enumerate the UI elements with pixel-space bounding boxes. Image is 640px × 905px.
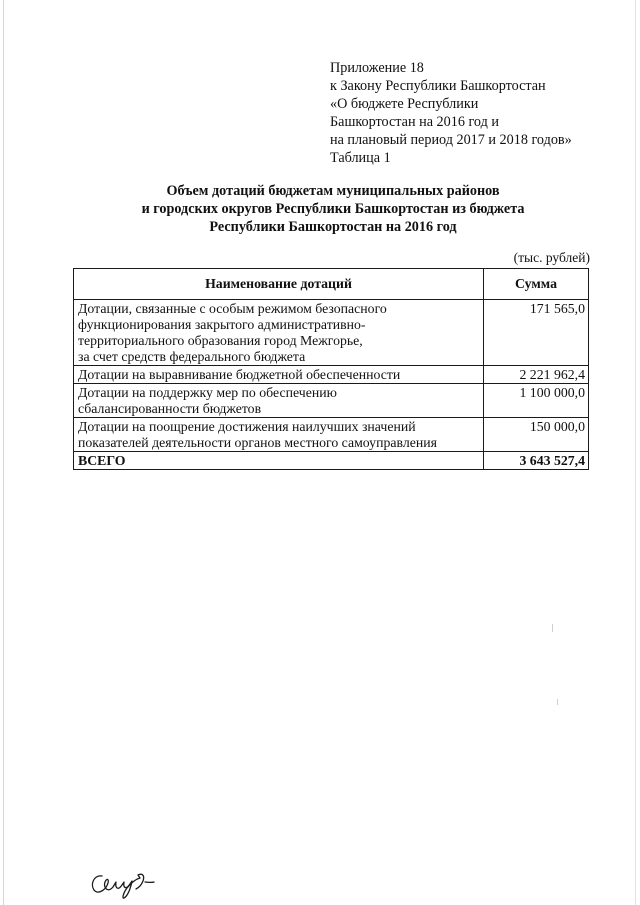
title-line: Республики Башкортостан на 2016 год (209, 219, 457, 235)
total-row (74, 452, 589, 470)
title-line: Объем дотаций бюджетам муниципальных районов (166, 183, 500, 199)
appendix-line: Приложение 18 (330, 60, 424, 76)
appendix-line: «О бюджете Республики (330, 96, 479, 112)
appendix-line: Башкортостан на 2016 год и (330, 114, 499, 130)
appendix-line: к Закону Республики Башкортостан (330, 78, 546, 94)
header-name: Наименование дотаций (74, 269, 484, 300)
row-name-line: Дотации на поощрение достижения наилучших значений (78, 419, 416, 434)
total-value: 3 643 527,4 (484, 452, 589, 470)
table-row (74, 300, 589, 366)
appendix-line: Таблица 1 (330, 150, 391, 166)
grants-table (73, 268, 589, 470)
table-row (74, 384, 589, 418)
scan-edge-left (3, 0, 4, 905)
header-sum: Сумма (484, 269, 589, 300)
row-name-line: Дотации на выравнивание бюджетной обеспеченности (78, 367, 401, 382)
row-name-line: за счет средств федерального бюджета (78, 349, 306, 364)
row-name (74, 384, 484, 418)
row-name-line: Дотации на поддержку мер по обеспечению (78, 385, 337, 400)
table-header-row (74, 269, 589, 300)
table-row (74, 366, 589, 384)
appendix-line: на плановый период 2017 и 2018 годов» (330, 132, 572, 148)
row-name-line: территориального образования город Межгорье, (78, 333, 363, 348)
row-name-line: показателей деятельности органов местного самоуправления (78, 435, 437, 450)
row-name-line: функционирования закрытого административно- (78, 317, 366, 332)
row-value: 150 000,0 (484, 418, 589, 452)
document-title (60, 182, 606, 236)
row-value: 171 565,0 (484, 300, 589, 366)
title-line: и городских округов Республики Башкортостан из бюджета (141, 201, 525, 217)
total-label: ВСЕГО (74, 452, 484, 470)
row-value: 1 100 000,0 (484, 384, 589, 418)
row-name (74, 366, 484, 384)
row-name (74, 418, 484, 452)
row-name-line: сбалансированности бюджетов (78, 401, 262, 416)
scan-edge-right (635, 0, 636, 905)
row-value: 2 221 962,4 (484, 366, 589, 384)
scan-speck (557, 699, 558, 705)
units-label: (тыс. рублей) (513, 250, 590, 265)
row-name-line: Дотации, связанные с особым режимом безопасного (78, 301, 387, 316)
scan-speck (552, 624, 553, 632)
signature-icon (88, 866, 168, 900)
row-name (74, 300, 484, 366)
table-row (74, 418, 589, 452)
appendix-header (330, 59, 630, 167)
